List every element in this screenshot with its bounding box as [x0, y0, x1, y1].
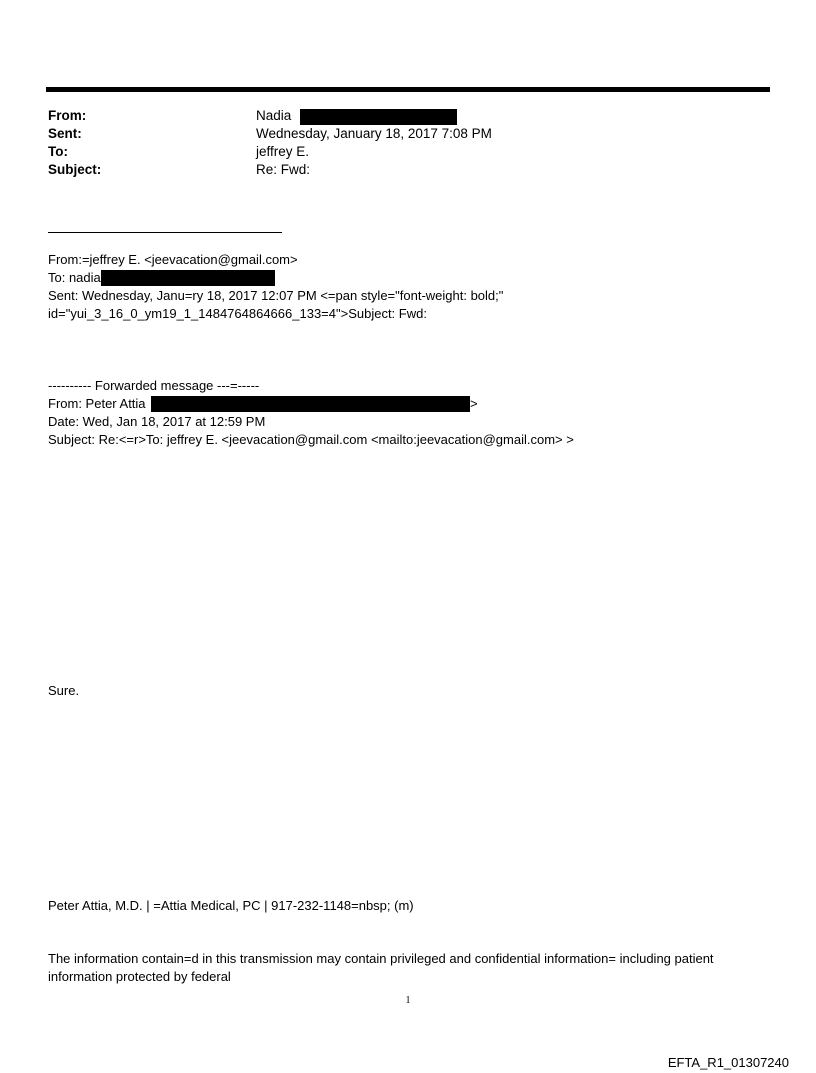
signature-line: Peter Attia, M.D. | =Attia Medical, PC | 917-232-1148=nbsp; (m): [48, 898, 414, 913]
quoted-sent-line-continued: id="yui_3_16_0_ym19_1_1484764864666_133=4">Subject: Fwd:: [48, 306, 427, 321]
subject-label: Subject:: [48, 162, 102, 177]
quoted-from-line: From:=jeffrey E. <jeevacation@gmail.com>: [48, 252, 298, 267]
reply-text: Sure.: [48, 683, 80, 698]
from-label: From:: [48, 108, 87, 123]
redaction-box: [101, 270, 275, 286]
quoted-sent-line: Sent: Wednesday, Janu=ry 18, 2017 12:07 PM <=pan style="font-weight: bold;": [48, 288, 504, 303]
quoted-to-line: To: nadia: [48, 270, 101, 285]
redaction-box: [151, 396, 470, 412]
subject-value: Re: Fwd:: [256, 162, 311, 177]
sent-label: Sent:: [48, 126, 82, 141]
forwarded-message-divider: ---------- Forwarded message ---=-----: [48, 378, 260, 393]
quoted-message-divider: [48, 232, 282, 233]
from-value: Nadia: [256, 108, 292, 123]
to-value: jeffrey E.: [256, 144, 310, 159]
to-label: To:: [48, 144, 68, 159]
document-id: EFTA_R1_01307240: [667, 1055, 789, 1070]
confidentiality-disclaimer: The information contain=d in this transmission may contain privileged and confidential information= including patient information protected by federal: [48, 951, 714, 984]
sent-value: Wednesday, January 18, 2017 7:08 PM: [256, 126, 492, 141]
forwarded-from-line: From: Peter Attia: [48, 396, 146, 411]
forwarded-subject-line: Subject: Re:<=r>To: jeffrey E. <jeevacation@gmail.com <mailto:jeevacation@gmail.com> >: [48, 432, 574, 447]
forwarded-from-tail: >: [470, 396, 478, 411]
header-divider: [46, 87, 770, 92]
forwarded-date-line: Date: Wed, Jan 18, 2017 at 12:59 PM: [48, 414, 266, 429]
redaction-box: [300, 109, 457, 125]
page-number: 1: [405, 995, 411, 1006]
